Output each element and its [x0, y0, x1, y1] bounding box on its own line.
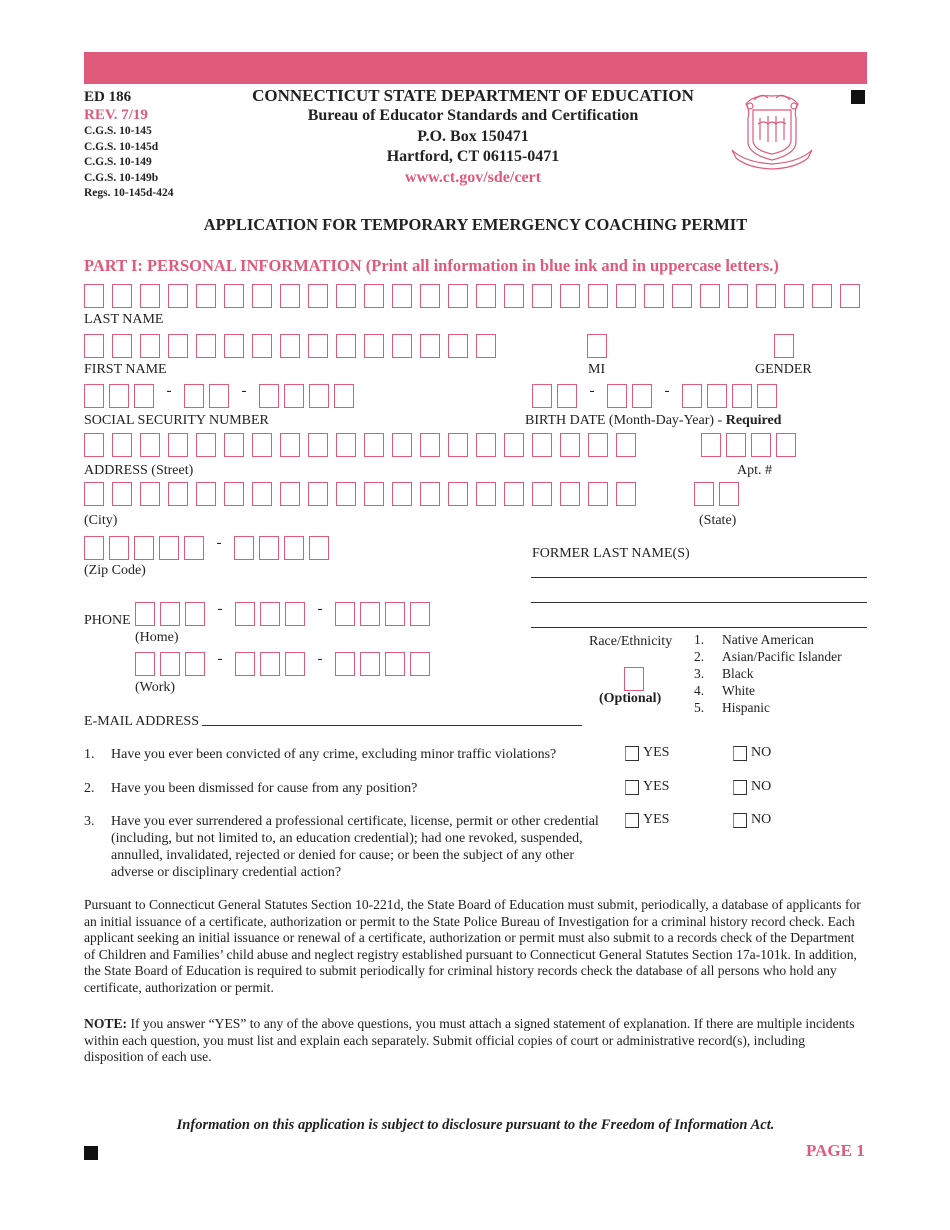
char-box[interactable] [682, 384, 702, 408]
char-box[interactable] [336, 433, 356, 457]
char-box[interactable] [252, 433, 272, 457]
char-box[interactable] [140, 284, 160, 308]
char-box[interactable] [336, 334, 356, 358]
race-option-num: 5. [694, 700, 705, 715]
char-box[interactable] [385, 652, 405, 676]
char-box[interactable] [504, 284, 524, 308]
char-box[interactable] [160, 652, 180, 676]
first-name-label: FIRST NAME [84, 362, 167, 377]
form-id: ED 186 [84, 89, 132, 105]
char-box[interactable] [448, 433, 468, 457]
yes-checkbox[interactable] [625, 813, 639, 828]
char-box[interactable] [252, 482, 272, 506]
char-box[interactable] [364, 482, 384, 506]
separator: - [217, 600, 223, 617]
char-box[interactable] [560, 433, 580, 457]
char-box[interactable] [532, 482, 552, 506]
department-name: CONNECTICUT STATE DEPARTMENT OF EDUCATION [252, 86, 694, 105]
q2-yes-option[interactable] [625, 779, 669, 795]
char-box[interactable] [364, 334, 384, 358]
race-option-num: 2. [694, 649, 705, 664]
char-box[interactable] [392, 284, 412, 308]
po-box: P.O. Box 150471 [417, 127, 529, 145]
char-box[interactable] [732, 384, 752, 408]
char-box[interactable] [335, 602, 355, 626]
separator: - [217, 650, 223, 667]
gender-box[interactable] [774, 334, 794, 358]
char-box[interactable] [235, 602, 255, 626]
char-box[interactable] [700, 284, 720, 308]
race-option-label: Hispanic [722, 700, 770, 715]
char-box[interactable] [616, 482, 636, 506]
char-box[interactable] [134, 536, 154, 560]
race-option [694, 665, 842, 682]
agency-address-block [200, 86, 746, 188]
citation: C.G.S. 10-149b [84, 171, 159, 184]
last-name-label: LAST NAME [84, 312, 164, 327]
char-box[interactable] [112, 284, 132, 308]
char-box[interactable] [588, 482, 608, 506]
char-box[interactable] [234, 536, 254, 560]
separator: - [589, 382, 595, 399]
char-box[interactable] [776, 433, 796, 457]
char-box[interactable] [392, 482, 412, 506]
char-box[interactable] [632, 384, 652, 408]
page-number: PAGE 1 [806, 1141, 865, 1160]
char-box[interactable] [334, 384, 354, 408]
char-box[interactable] [112, 334, 132, 358]
race-option-num: 1. [694, 632, 705, 647]
middle-initial-box[interactable] [587, 334, 607, 358]
email-input-line[interactable] [202, 725, 582, 726]
char-box[interactable] [694, 482, 714, 506]
char-box[interactable] [308, 482, 328, 506]
street-address-field[interactable] [84, 433, 644, 457]
optional-label: (Optional) [599, 691, 662, 706]
char-box[interactable] [252, 284, 272, 308]
bureau-name: Bureau of Educator Standards and Certification [307, 107, 639, 124]
char-box[interactable] [260, 602, 280, 626]
char-box[interactable] [185, 602, 205, 626]
question-text: Have you been dismissed for cause from any position? [111, 781, 418, 796]
char-box[interactable] [728, 284, 748, 308]
char-box[interactable] [560, 284, 580, 308]
char-box[interactable] [420, 433, 440, 457]
char-box[interactable] [448, 284, 468, 308]
char-box[interactable] [448, 482, 468, 506]
city-label: (City) [84, 513, 118, 528]
char-box[interactable] [812, 284, 832, 308]
char-box[interactable] [224, 433, 244, 457]
address-label: ADDRESS (Street) [84, 463, 194, 478]
former-last-name-line[interactable] [531, 577, 867, 578]
char-box[interactable] [140, 482, 160, 506]
char-box[interactable] [532, 284, 552, 308]
char-box[interactable] [168, 334, 188, 358]
char-box[interactable] [84, 433, 104, 457]
char-box[interactable] [840, 284, 860, 308]
former-last-name-line[interactable] [531, 627, 867, 628]
char-box[interactable] [134, 384, 154, 408]
char-box[interactable] [135, 602, 155, 626]
zip-code-field[interactable] [84, 536, 337, 560]
last-name-field[interactable] [84, 284, 860, 308]
question-text: Have you ever been convicted of any crime, excluding minor traffic violations? [111, 747, 557, 762]
char-box[interactable] [184, 536, 204, 560]
char-box[interactable] [196, 433, 216, 457]
char-box[interactable] [280, 334, 300, 358]
separator: - [166, 382, 172, 399]
char-box[interactable] [757, 384, 777, 408]
char-box[interactable] [504, 433, 524, 457]
char-box[interactable] [392, 433, 412, 457]
char-box[interactable] [259, 384, 279, 408]
registration-mark [851, 90, 865, 104]
char-box[interactable] [476, 284, 496, 308]
char-box[interactable] [726, 433, 746, 457]
foi-notice: Information on this application is subject to disclosure pursuant to the Freedom of Information Act. [176, 1117, 775, 1133]
zip-label: (Zip Code) [84, 563, 146, 578]
char-box[interactable] [109, 384, 129, 408]
char-box[interactable] [159, 536, 179, 560]
statute-paragraph: Pursuant to Connecticut General Statutes Section 10-221d, the State Board of Education must submit, periodically, a database of applicants for an initial issuance of a certificate, authorization or permit to the State Police Bureau of Investigation for a criminal history record check. Each applicant seeking an initial issuance or renewal of a certificate, authorization or permit must also submit to a records check of the Department of Children and Families’ child abuse and neglect registry established pursuant to Connecticut General Statutes Section 17a-101k. In addition, the State Board of Education is required to submit periodically for criminal history records check the database of all persons who hold any certificate, authorization or permit. [84, 897, 861, 995]
q3-yes-option[interactable] [625, 812, 669, 828]
char-box[interactable] [284, 384, 304, 408]
char-box[interactable] [557, 384, 577, 408]
char-box[interactable] [616, 284, 636, 308]
yes-label: YES [643, 745, 670, 760]
char-box[interactable] [644, 284, 664, 308]
char-box[interactable] [168, 284, 188, 308]
char-box[interactable] [560, 482, 580, 506]
char-box[interactable] [308, 284, 328, 308]
first-name-field[interactable] [84, 334, 504, 358]
race-option [694, 682, 842, 699]
note-label: NOTE: [84, 1016, 128, 1031]
char-box[interactable] [280, 433, 300, 457]
ssn-field[interactable] [84, 384, 362, 408]
question-number: 3. [84, 814, 95, 829]
char-box[interactable] [259, 536, 279, 560]
char-box[interactable] [392, 334, 412, 358]
char-box[interactable] [607, 384, 627, 408]
phone-label: PHONE [84, 613, 131, 628]
citation: Regs. 10-145d-424 [84, 187, 174, 199]
char-box[interactable] [588, 284, 608, 308]
work-phone-label: (Work) [135, 680, 176, 695]
char-box[interactable] [160, 602, 180, 626]
char-box[interactable] [410, 602, 430, 626]
char-box[interactable] [707, 384, 727, 408]
race-option-label: Native American [722, 632, 814, 647]
char-box[interactable] [784, 284, 804, 308]
question-number: 1. [84, 747, 95, 762]
former-last-names-label: FORMER LAST NAME(S) [532, 546, 690, 561]
citation: C.G.S. 10-145 [84, 125, 152, 137]
char-box[interactable] [309, 536, 329, 560]
char-box[interactable] [420, 284, 440, 308]
char-box[interactable] [84, 482, 104, 506]
char-box[interactable] [360, 602, 380, 626]
separator: - [317, 600, 323, 617]
yes-label: YES [643, 779, 670, 794]
char-box[interactable] [364, 433, 384, 457]
gender-label: GENDER [755, 362, 812, 377]
race-option-num: 4. [694, 683, 705, 698]
race-ethnicity-label: Race/Ethnicity [589, 634, 673, 649]
home-phone-field[interactable] [135, 602, 438, 626]
char-box[interactable] [140, 433, 160, 457]
char-box[interactable] [336, 284, 356, 308]
char-box[interactable] [196, 482, 216, 506]
char-box[interactable] [360, 652, 380, 676]
required-marker: Required [725, 413, 782, 428]
city-state-zip: Hartford, CT 06115-0471 [386, 148, 560, 165]
form-title: APPLICATION FOR TEMPORARY EMERGENCY COACHING PERMIT [203, 215, 748, 234]
q3-no-option[interactable] [733, 812, 771, 828]
former-last-name-line[interactable] [531, 602, 867, 603]
no-label: NO [751, 812, 772, 827]
char-box[interactable] [260, 652, 280, 676]
char-box[interactable] [196, 284, 216, 308]
race-option-label: Black [722, 666, 754, 681]
char-box[interactable] [476, 334, 496, 358]
char-box[interactable] [285, 652, 305, 676]
char-box[interactable] [84, 284, 104, 308]
char-box[interactable] [588, 433, 608, 457]
char-box[interactable] [616, 433, 636, 457]
no-label: NO [751, 745, 772, 760]
char-box[interactable] [112, 482, 132, 506]
registration-mark [84, 1146, 98, 1160]
race-option-label: Asian/Pacific Islander [722, 649, 842, 664]
char-box[interactable] [84, 536, 104, 560]
char-box[interactable] [410, 652, 430, 676]
char-box[interactable] [532, 433, 552, 457]
state-label: (State) [699, 513, 737, 528]
char-box[interactable] [109, 536, 129, 560]
question-number: 2. [84, 781, 95, 796]
race-option [694, 648, 842, 665]
birth-date-field[interactable] [532, 384, 785, 408]
char-box[interactable] [235, 652, 255, 676]
char-box[interactable] [184, 384, 204, 408]
char-box[interactable] [420, 334, 440, 358]
state-field[interactable] [694, 482, 747, 506]
citation: C.G.S. 10-145d [84, 140, 159, 153]
ssn-label: SOCIAL SECURITY NUMBER [84, 413, 269, 428]
char-box[interactable] [168, 433, 188, 457]
char-box[interactable] [308, 334, 328, 358]
char-box[interactable] [280, 482, 300, 506]
char-box[interactable] [84, 334, 104, 358]
no-label: NO [751, 779, 772, 794]
char-box[interactable] [448, 334, 468, 358]
char-box[interactable] [336, 482, 356, 506]
char-box[interactable] [112, 433, 132, 457]
separator: - [216, 534, 222, 551]
char-box[interactable] [532, 384, 552, 408]
note-paragraph [84, 1016, 868, 1066]
char-box[interactable] [756, 284, 776, 308]
separator: - [664, 382, 670, 399]
char-box[interactable] [84, 384, 104, 408]
char-box[interactable] [308, 433, 328, 457]
note-text: If you answer “YES” to any of the above questions, you must attach a signed statement of explanation. If there are multiple incidents within each question, you must list and explain each separately. Submit official copies of court or administrative record(s), including disposition of each use. [84, 1016, 855, 1065]
header-bar [84, 52, 867, 84]
char-box[interactable] [751, 433, 771, 457]
q1-no-option[interactable] [733, 745, 771, 761]
race-option-num: 3. [694, 666, 705, 681]
char-box[interactable] [285, 602, 305, 626]
city-field[interactable] [84, 482, 644, 506]
yes-checkbox[interactable] [625, 780, 639, 795]
mi-label: MI [588, 362, 606, 377]
char-box[interactable] [309, 384, 329, 408]
yes-label: YES [643, 812, 670, 827]
char-box[interactable] [224, 334, 244, 358]
char-box[interactable] [209, 384, 229, 408]
race-options-list [694, 631, 842, 716]
no-checkbox[interactable] [733, 813, 747, 828]
char-box[interactable] [420, 482, 440, 506]
no-checkbox[interactable] [733, 780, 747, 795]
home-phone-label: (Home) [135, 630, 179, 645]
race-option-label: White [722, 683, 755, 698]
char-box[interactable] [504, 482, 524, 506]
char-box[interactable] [335, 652, 355, 676]
birth-date-label [525, 412, 781, 429]
yes-checkbox[interactable] [625, 746, 639, 761]
char-box[interactable] [140, 334, 160, 358]
race-option [694, 631, 842, 648]
char-box[interactable] [701, 433, 721, 457]
char-box[interactable] [168, 482, 188, 506]
char-box[interactable] [185, 652, 205, 676]
birth-date-text: BIRTH DATE (Month-Day-Year) - [525, 413, 726, 428]
apt-label: Apt. # [737, 463, 772, 478]
char-box[interactable] [224, 284, 244, 308]
char-box[interactable] [252, 334, 272, 358]
question-text: Have you ever surrendered a professional certificate, license, permit or other credential (including, but not limited to, an education credential); had one revoked, suspended, annulled, invalidated, rejected or denied for cause; or been the subject of any other adverse or disciplinary credential action? [111, 814, 599, 880]
char-box[interactable] [224, 482, 244, 506]
char-box[interactable] [476, 482, 496, 506]
part1-heading: PART I: PERSONAL INFORMATION (Print all information in blue ink and in uppercase letters.) [84, 256, 779, 275]
char-box[interactable] [135, 652, 155, 676]
race-option [694, 699, 842, 716]
char-box[interactable] [196, 334, 216, 358]
no-checkbox[interactable] [733, 746, 747, 761]
q2-no-option[interactable] [733, 779, 771, 795]
q1-yes-option[interactable] [625, 745, 669, 761]
separator: - [241, 382, 247, 399]
work-phone-field[interactable] [135, 652, 438, 676]
char-box[interactable] [476, 433, 496, 457]
char-box[interactable] [719, 482, 739, 506]
revision: REV. 7/19 [84, 107, 148, 123]
char-box[interactable] [364, 284, 384, 308]
apt-field[interactable] [701, 433, 804, 457]
citation: C.G.S. 10-149 [84, 156, 152, 168]
state-seal-icon [724, 90, 820, 170]
race-ethnicity-box[interactable] [624, 667, 644, 691]
char-box[interactable] [672, 284, 692, 308]
form-identifier-block [84, 88, 173, 202]
char-box[interactable] [385, 602, 405, 626]
email-label: E-MAIL ADDRESS [84, 714, 199, 729]
char-box[interactable] [280, 284, 300, 308]
website-link[interactable]: www.ct.gov/sde/cert [405, 168, 541, 186]
char-box[interactable] [284, 536, 304, 560]
separator: - [317, 650, 323, 667]
